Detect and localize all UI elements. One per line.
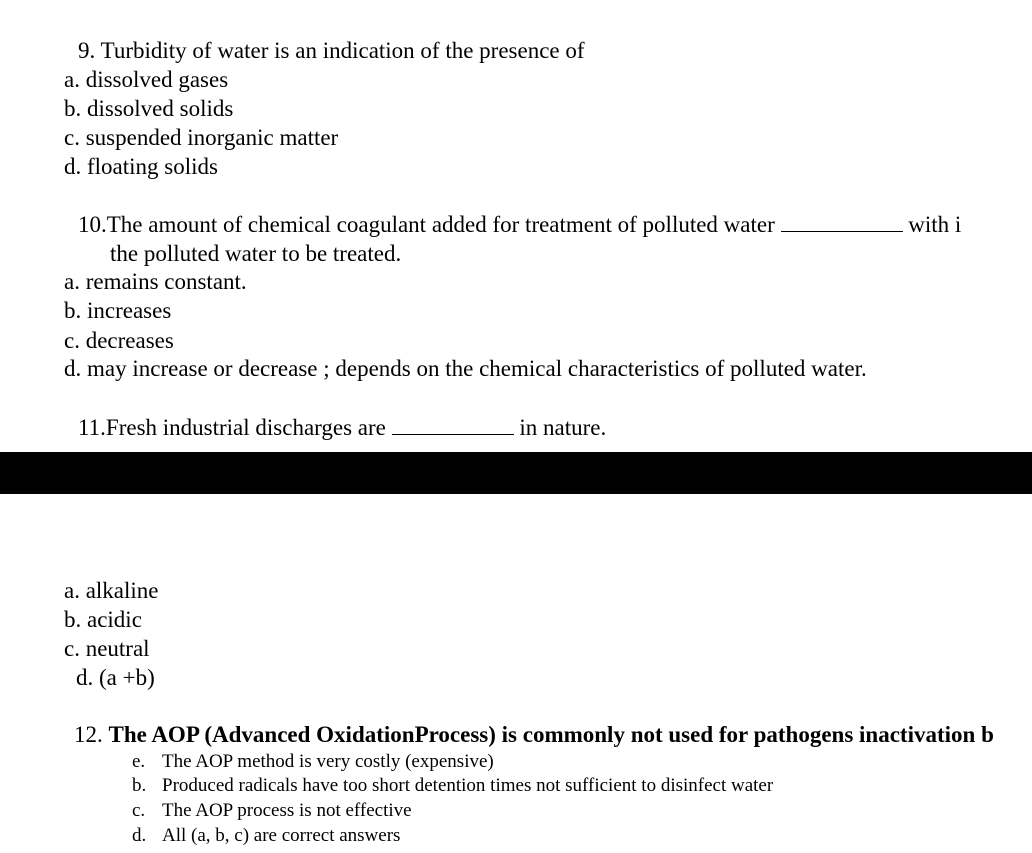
q10-stem — [78, 211, 961, 239]
q10-option-c: c. decreases — [64, 328, 174, 353]
q12-option-e — [132, 750, 494, 774]
q11-number: 11. — [78, 415, 106, 440]
q9-text: Turbidity of water is an indication of the presence of — [100, 38, 585, 63]
q9-option-b: b. dissolved solids — [64, 96, 234, 121]
q12-option-b-letter: b. — [132, 775, 147, 796]
q10-number: 10. — [78, 212, 107, 237]
q12-stem — [74, 721, 994, 749]
q12-option-d-text: All (a, b, c) are correct answers — [162, 825, 401, 846]
q12-text: The AOP (Advanced OxidationProcess) is commonly not used for pathogens inactivation b — [108, 722, 994, 747]
q10-text-line2: the polluted water to be treated. — [110, 241, 402, 266]
q9-option-a: a. dissolved gases — [64, 67, 229, 92]
q12-option-d — [132, 824, 400, 848]
q12-option-c-letter: c. — [132, 800, 146, 821]
redaction-bar — [0, 452, 1032, 494]
q12-option-b-text: Produced radicals have too short detention times not sufficient to disinfect water — [162, 775, 774, 796]
q10-option-a: a. remains constant. — [64, 269, 247, 294]
q11-stem — [78, 414, 606, 442]
q12-option-c-text: The AOP process is not effective — [162, 800, 412, 821]
q10-option-d: d. may increase or decrease ; depends on the chemical characteristics of polluted water. — [64, 356, 867, 381]
q9-stem — [78, 37, 585, 65]
q12-option-b — [132, 774, 773, 798]
q12-option-e-letter: e. — [132, 751, 146, 772]
q9-option-d: d. floating solids — [64, 154, 218, 179]
q11-blank — [392, 416, 514, 435]
q9-option-c: c. suspended inorganic matter — [64, 125, 339, 150]
q11-option-b: b. acidic — [64, 607, 142, 632]
q12-option-c — [132, 799, 412, 823]
q10-blank — [781, 213, 903, 232]
q10-text-before: The amount of chemical coagulant added for treatment of polluted water — [106, 212, 775, 237]
q12-number: 12. — [74, 722, 103, 747]
q11-option-c: c. neutral — [64, 636, 150, 661]
q10-option-b: b. increases — [64, 298, 172, 323]
q11-option-d: d. (a +b) — [76, 665, 155, 690]
q11-text-after: in nature. — [519, 415, 607, 440]
q11-text-before: Fresh industrial discharges are — [105, 415, 386, 440]
q9-number: 9. — [78, 38, 96, 63]
q10-text-after: with i — [908, 212, 962, 237]
q11-option-a: a. alkaline — [64, 578, 159, 603]
q12-option-e-text: The AOP method is very costly (expensive) — [162, 751, 494, 772]
q12-option-d-letter: d. — [132, 825, 147, 846]
